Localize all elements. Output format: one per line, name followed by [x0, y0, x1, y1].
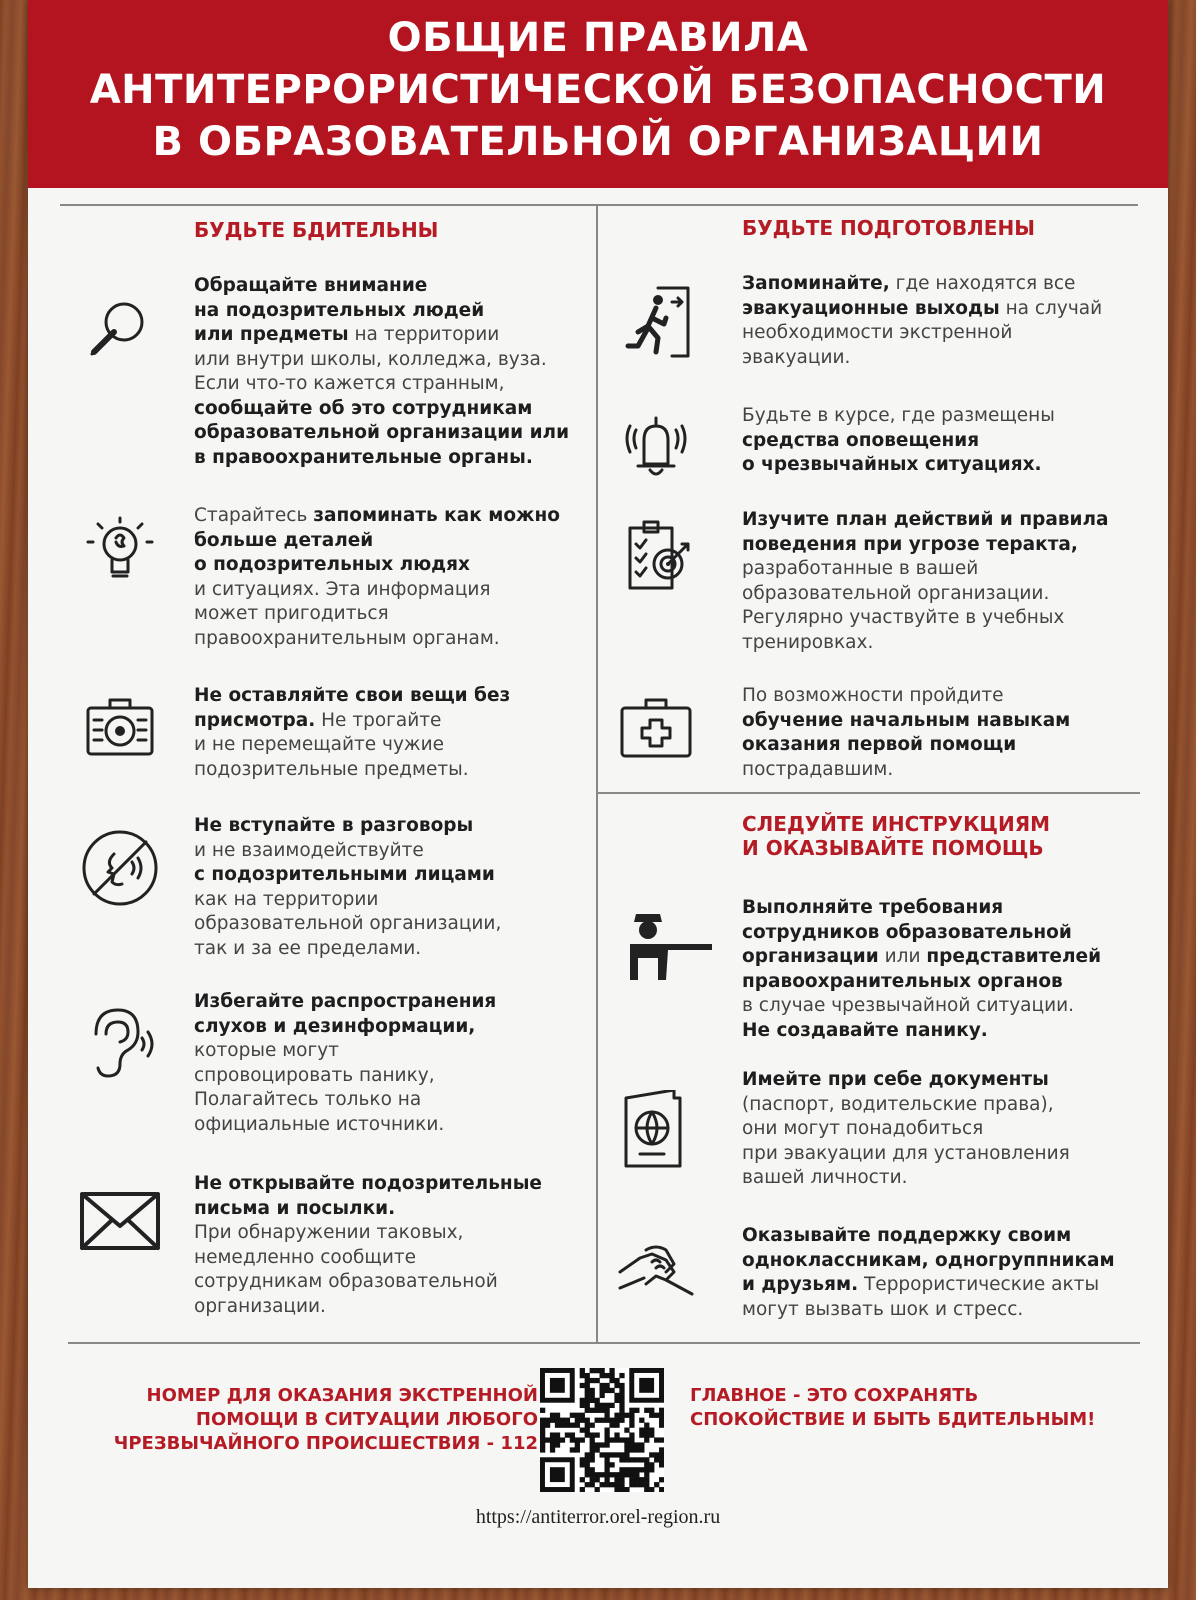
officer-pointing-icon	[616, 908, 720, 988]
left-item-text: Обращайте внимание на подозрительных людей или предметы на территории или внутри школы, колледжа, вуза. Если что-то кажется странным, сообщайте об это сотрудникам образовательной организации или в правоохранительные органы.	[194, 275, 570, 468]
passport-icon	[616, 1090, 696, 1170]
header-line-3: В ОБРАЗОВАТЕЛЬНОЙ ОРГАНИЗАЦИИ	[152, 119, 1044, 165]
left-item-text: Старайтесь запоминать как можно больше деталей о подозрительных людях и ситуациях. Эта информация может пригодиться правоохранительным органам.	[194, 505, 560, 649]
emergency-line-3: ЧРЕЗВЫЧАЙНОГО ПРОИСШЕСТВИЯ - 112	[113, 1433, 538, 1454]
section-title-prepared: БУДЬТЕ ПОДГОТОВЛЕНЫ	[742, 216, 1035, 240]
checklist-target-icon	[616, 518, 696, 598]
section-title-vigilant: БУДЬТЕ БДИТЕЛЬНЫ	[194, 218, 439, 242]
emergency-exit-icon	[616, 282, 696, 362]
stay-calm-line-2: СПОКОЙСТВИЕ И БЫТЬ БДИТЕЛЬНЫМ!	[690, 1409, 1096, 1430]
right-section-divider	[598, 792, 1140, 794]
header-line-2: АНТИТЕРРОРИСТИЧЕСКОЙ БЕЗОПАСНОСТИ	[89, 67, 1107, 113]
left-item-text: Не открывайте подозрительные письма и посылки. При обнаружении таковых, немедленно сообщите сотрудникам образовательной организации.	[194, 1173, 542, 1317]
right-item-text: По возможности пройдите обучение начальным навыкам оказания первой помощи пострадавшим.	[742, 685, 1071, 780]
alarm-bell-icon	[616, 410, 696, 490]
suitcase-bomb-icon	[80, 690, 160, 770]
right-item-text: Запоминайте, где находятся все эвакуационные выходы на случай необходимости экстренной эвакуации.	[742, 273, 1103, 368]
poster	[28, 0, 1168, 1588]
right-item-text: Выполняйте требования сотрудников образовательной организации или представителей правоохранительных органов в случае чрезвычайной ситуации. Не создавайте панику.	[742, 897, 1102, 1041]
right-item-text: Будьте в курсе, где размещены средства оповещения о чрезвычайных ситуациях.	[742, 405, 1055, 475]
emergency-line-2: ПОМОЩИ В СИТУАЦИИ ЛЮБОГО	[195, 1409, 538, 1430]
envelope-icon	[80, 1186, 160, 1266]
bottom-divider	[68, 1342, 1140, 1344]
header-line-1: ОБЩИЕ ПРАВИЛА	[387, 15, 809, 61]
top-divider	[60, 204, 1138, 206]
ear-icon	[80, 1004, 160, 1084]
handshake-icon	[616, 1232, 696, 1312]
emergency-line-1: НОМЕР ДЛЯ ОКАЗАНИЯ ЭКСТРЕННОЙ	[146, 1385, 538, 1406]
right-item-text: Изучите план действий и правила поведения при угрозе теракта, разработанные в вашей образовательной организации. Регулярно участвуйте в учебных тренировках.	[742, 509, 1109, 653]
stay-calm-text	[690, 1384, 1110, 1432]
section-title-line-2: И ОКАЗЫВАЙТЕ ПОМОЩЬ	[742, 836, 1044, 860]
first-aid-kit-icon	[616, 690, 696, 770]
website-url[interactable]: https://antiterror.orel-region.ru	[475, 1506, 721, 1528]
magnifier-icon	[80, 290, 160, 370]
left-item-text: Не вступайте в разговоры и не взаимодействуйте с подозрительными лицами как на территории образовательной организации, так и за ее пределами.	[194, 815, 502, 959]
left-item-text: Избегайте распространения слухов и дезинформации, которые могут спровоцировать панику, Полагайтесь только на официальные источники.	[194, 991, 497, 1135]
right-item-text: Имейте при себе документы (паспорт, водительские права), они могут понадобиться при эвакуации для установления вашей личности.	[742, 1069, 1070, 1188]
section-title-line-1: СЛЕДУЙТЕ ИНСТРУКЦИЯМ	[742, 812, 1051, 836]
section-title-follow-instructions	[742, 812, 1050, 860]
right-item-text: Оказывайте поддержку своим одноклассникам, одногруппникам и друзьям. Террористические акты могут вызвать шок и стресс.	[742, 1225, 1115, 1320]
no-talking-icon	[80, 828, 160, 908]
emergency-number-text	[88, 1384, 538, 1456]
poster-header	[28, 0, 1168, 188]
lightbulb-brain-icon	[80, 510, 160, 590]
qr-code-icon	[540, 1368, 664, 1492]
left-item-text: Не оставляйте свои вещи без присмотра. Не трогайте и не перемещайте чужие подозрительные предметы.	[194, 685, 511, 780]
stay-calm-line-1: ГЛАВНОЕ - ЭТО СОХРАНЯТЬ	[690, 1385, 979, 1406]
